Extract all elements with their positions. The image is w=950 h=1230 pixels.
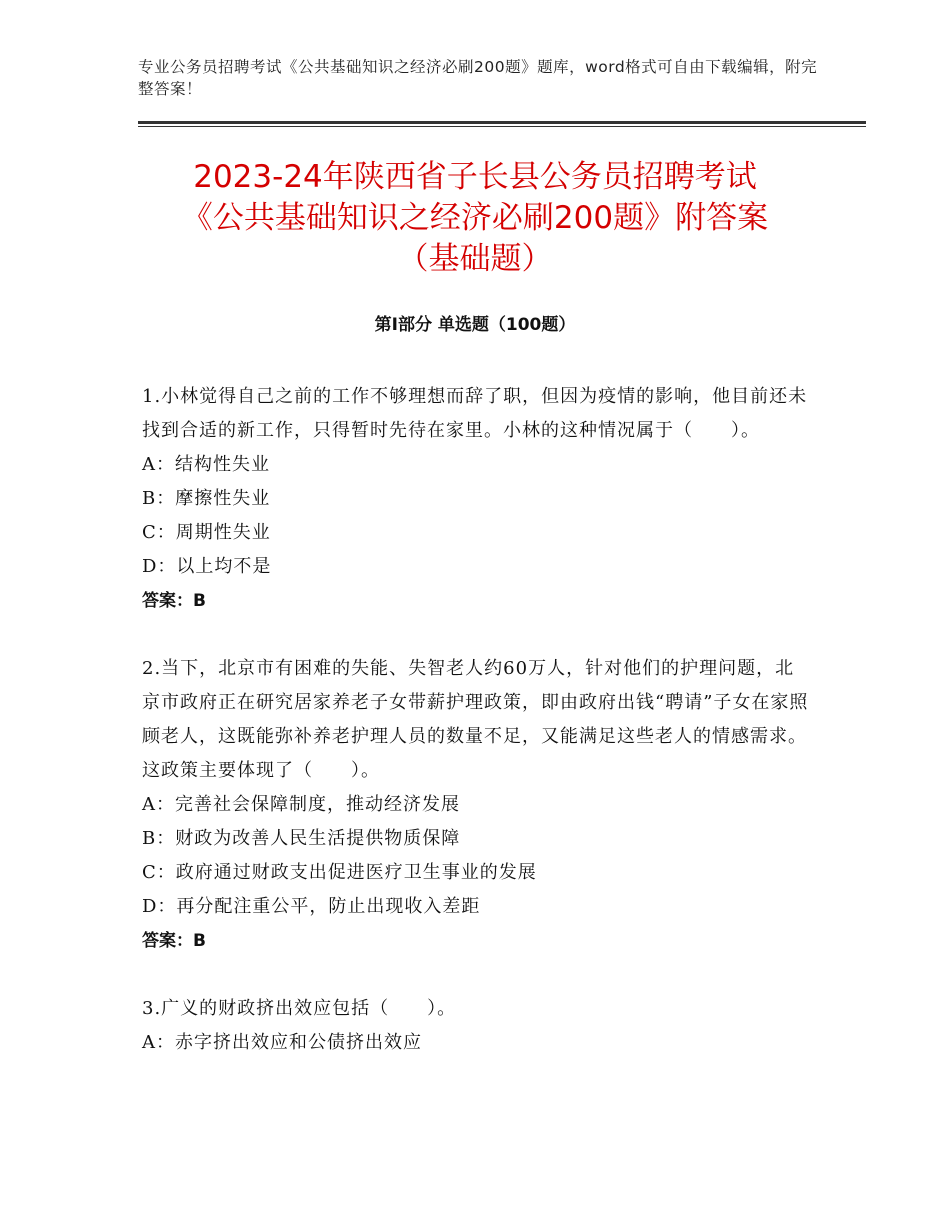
header-divider-thick bbox=[138, 121, 866, 124]
option-d: D：以上均不是 bbox=[142, 556, 272, 577]
question-2 bbox=[142, 652, 812, 958]
option-a: A：赤字挤出效应和公债挤出效应 bbox=[142, 1032, 422, 1053]
header-divider-thin bbox=[138, 126, 866, 127]
option-a: A：结构性失业 bbox=[142, 454, 270, 475]
option-a: A：完善社会保障制度，推动经济发展 bbox=[142, 794, 460, 815]
title-line-3: （基础题） bbox=[397, 241, 553, 277]
answer: 答案：B bbox=[142, 591, 206, 611]
document-title bbox=[100, 157, 850, 280]
question-stem: 3.广义的财政挤出效应包括（ ）。 bbox=[142, 998, 457, 1019]
option-b: B：财政为改善人民生活提供物质保障 bbox=[142, 828, 461, 849]
answer: 答案：B bbox=[142, 931, 206, 951]
question-list bbox=[142, 380, 812, 1094]
question-1 bbox=[142, 380, 812, 618]
question-stem: 2.当下，北京市有困难的失能、失智老人约60万人，针对他们的护理问题，北京市政府正在研究居家养老子女带薪护理政策，即由政府出钱“聘请”子女在家照顾老人，这既能弥补养老护理人员的数量不足，又能满足这些老人的情感需求。这政策主要体现了（ ）。 bbox=[142, 658, 809, 781]
question-3 bbox=[142, 992, 812, 1060]
option-b: B：摩擦性失业 bbox=[142, 488, 271, 509]
option-d: D：再分配注重公平，防止出现收入差距 bbox=[142, 896, 481, 917]
section-title: 第Ⅰ部分 单选题（100题） bbox=[374, 315, 576, 335]
option-c: C：周期性失业 bbox=[142, 522, 271, 543]
title-line-1: 2023-24年陕西省子长县公务员招聘考试 bbox=[193, 159, 757, 195]
title-line-2: 《公共基础知识之经济必刷200题》附答案 bbox=[181, 200, 769, 236]
option-c: C：政府通过财政支出促进医疗卫生事业的发展 bbox=[142, 862, 537, 883]
document-header-note: 专业公务员招聘考试《公共基础知识之经济必刷200题》题库，word格式可自由下载编辑，附完整答案！ bbox=[138, 58, 818, 98]
question-stem: 1.小林觉得自己之前的工作不够理想而辞了职，但因为疫情的影响，他目前还未找到合适的新工作，只得暂时先待在家里。小林的这种情况属于（ ）。 bbox=[142, 386, 808, 441]
